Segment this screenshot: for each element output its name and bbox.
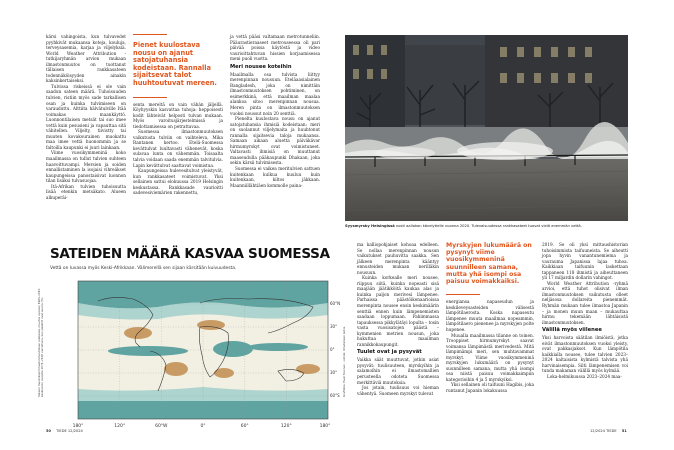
pull-quote: Pienet kuulostava nousu on ajanut satojatuhansia kodeistaan. Rannalla sijaitsevat talot huuhtoutuvat mereen. (133, 41, 217, 87)
paragraph: Kaupungeissa hulevesitulvat yleistyvät, kun rankkasateet voimistuvat. Yksi sellainen sattui elokuussa 2019 Helsingin keskustassa. Rankkasade vaurioitti sadevesiviemärien rakennettu, (133, 168, 223, 196)
x-tick: 180° (319, 424, 331, 429)
precipitation-figure (37, 246, 352, 437)
pull-quote: Myrskyjen lukumäärä on pysynyt viime vuosikymmeninä suunnilleen samana, mutta yhä isompi osa paisuu voimakkaiksi. (446, 242, 532, 286)
figure-side-note (38, 277, 45, 397)
x-tick: 60°W (155, 424, 168, 429)
magazine-issue-left: TIEDE 12/2024 (56, 429, 83, 433)
x-tick: 120° (114, 424, 126, 429)
figure-title: SATEIDEN MÄÄRÄ KASVAA SUOMESSA (50, 246, 330, 262)
paragraph: Vaikka säät muuttuvat, jotkin asiat pysyvät: tuulisuuteen, myrskyihin ja salamoihin ei ilmastomallien perusteella odoteta Suomessa merkittäviä muutoksia. (357, 357, 439, 385)
figure-credit-text: Grafiikka: Pauli Sivonen · Lähde: Ilmatieteen laitos (342, 326, 346, 397)
y-tick: 30° (330, 370, 338, 375)
article-column-3 (230, 34, 320, 241)
paragraph: Tulvissa riskeissä ei ole vain saadun sateen määrä. Tuhoisuuden tulvien, ristiin myös sade tarkallisen osan ja kuinka tulvimiseen on varauduttu. Alttiita hälvätulville Itää voimakas maankäyttö. Luonnontilaisen metsät tai suo imee vettä kuin pesusieni ja vapauttaa sitä vähitellen. Viljelty, tiivistty tai muuten kovakourainen muokattu maa imee vettä huonommin ja se faltoilla kaupunki ei juuri lainkaan. (46, 83, 126, 150)
section-heading: Tuulet ovat ja pysyvät (357, 349, 422, 356)
footer-left (46, 429, 83, 433)
paragraph: Kuinka korkealle meri nousee, riippuu siitä, kuinka nopeasti sisä maajään jäätikköitä kaukaa alas ja kuinka paljon merivesi lämpenee. Parhaissa päästöikenaarioissa merenpinta nousee ensin keskimäärin senttiä ennen kuin lämpenemisten saadaan loppumaan. Pahimmassa tapauksessa pikkylätäyi lopulta – tosin vasta vuosisatojen päästä – kymmenien metrien nousun, joka hukuttaa maailman rannikkokaupungit. (357, 275, 439, 347)
y-tick: 60°N (330, 301, 341, 306)
section-heading: Meri nousee koteihin (230, 63, 292, 70)
paragraph: Pienelta kuulostava nousu on ajanut satojatuhansia ihmisiä kodeistaan: meri on suolannut viljelymaita ja huuhtonut rannalla sijaitsevia taloja mukaansa. Samaan aikaan aluetta päiväkävar hirmumyrskyt ovat voimistuneet. Valtavasti ihmisiä on muuttanut maaseudulla pääkaupunki Dhakaan, joka sekin kärsii tulvimisesta. (230, 116, 320, 166)
x-tick: 180° (72, 424, 84, 429)
article-column-1 (46, 34, 126, 241)
paragraph: Loka-helmikuussa 2023–2024 maa- (547, 374, 622, 380)
section-heading: Välillä myös viilenee (542, 327, 602, 334)
pull-quote-rule (133, 34, 167, 35)
map-y-ticks (330, 301, 340, 398)
article-column-4 (357, 242, 439, 427)
paragraph: Suomessa ei vaikea meritulvien sattuen kuitenkaan kulkua kuuluu kuin kuitenkaan, kiltos jäkkaan. Maanniillähtiäen kommolle paina- (230, 166, 320, 188)
precipitation-map (72, 281, 341, 431)
photo-caption-lead: Syysmyrsky Helsingissä (345, 224, 395, 228)
paragraph: Itä-Afrikan tulvien tuhoisuutta lisää etenkin metsäkato. Alueen alkuperäi- (46, 183, 126, 200)
footer-right (590, 429, 627, 433)
figure-subtitle: Vettä on luvassa myös Keski-Afrikkaan. Välimerellä sen sijaan kärsitään kuivuudesta. (50, 266, 237, 271)
x-tick: 120° (280, 424, 292, 429)
x-tick: 60° (240, 424, 249, 429)
paragraph: Yksi sellainen oli taifuuni Hagibis, joka runtanut Japanin lokakuussa (446, 382, 534, 393)
paragraph: senta mereltä on vain vähän jäljellä. Köyhyyskin kasvattaa tuhoja: heppoisesti kodit lähteivät helposti tulvan mukaan. Myös varoitusjärjestelmissä ja tiedottamisessa on petrattavaa. (133, 101, 223, 129)
paragraph: ja vettä pääsi valtamaan metrotunneliin. Pääurastieraaseet metrouseessa oli pari päivää poissa käytöstä ja video vaurioittahtuvan hissien korjaamisessa meni puoli vuotta. (230, 34, 320, 62)
paragraph: Jos jotain, tuulisuus voi hieman vähentyä. Suomeen myrskyt tulevat (357, 385, 439, 396)
paragraph: Maailmalla osa tulvista liittyy merenpinnan nousuun. Eteläaasialainen Bangladesh, joka on nimittäin ilmastonmuutoksen pohtiminen, on esimerkkinä, että maailman maalaa alankoa sitoo merenpinnan nousua. Meren pinta on ilmastonmuutoksen vuoksi noussut noin 20 senttiä. (230, 71, 320, 116)
paragraph: World Weather Attribution -ryhmä arvioi, että tuhot olisivat ilman ilmastonmuutoksen vaikutusta olleet neljäsosa dollareita pienemmät. Ryhmän mukaan tulee ilmastoa Japanin – ja monen muun maan – mukauttaa hirmu tekemään lähtäisistä ilmastonmuutoksen. (542, 280, 628, 325)
photo-caption-text: nosti aallokon kävelytielle vuonna 2020. Tulevaisuudessa rankkasateet tuovat vielä enemmän vettä. (395, 224, 582, 228)
y-tick: 30° (330, 324, 338, 329)
paragraph: Yksi harvoista säätilan ilmiöistä, jotka eivät ilmastonmuutoksen vuoksi yleisty, ovat pakkasjaksot. Kun lämpötila kaikkialla nousee, tulee talvien 2023–2024 kaltaisista kylmistä talvista yhä harvinaisempia. Silti lämpenemisen voi tunda makaman välillä myös kylmää. (542, 335, 628, 374)
storm-photo-image (345, 35, 628, 221)
article-column-2 (133, 34, 223, 241)
storm-photo (345, 35, 628, 221)
photo-caption (345, 224, 628, 229)
y-tick: 0° (330, 347, 335, 352)
paragraph: kärsi vahingoista, kun tulvavedet pyyhkivät mukaansa koteja, kouluja, terveysasemia, karjaa ja viljelyksiä. World Weather Attribution -tutkijaryhmän arvion mukaan ilmastonmuutos on tuottanut tällaisen rankkasateen todennäköisyyden ainakin kaksinkertaiseksi. (46, 34, 126, 84)
article-column-5 (446, 242, 534, 427)
figure-side-note-text: Sateen muutokset ilmastonmuutoksen edetessä, muutos vuosien 1981–2010 keskiarvon vuosille 2071–2100 verrattuna, kun päästöt ovat suuria (%) (37, 288, 45, 397)
figure-credit (343, 327, 346, 397)
map-x-ticks (73, 423, 331, 429)
article-column-6 (542, 242, 628, 427)
paragraph: Suomessa ilmastonmuutoksen vaikutusta tulviin on vaihteleva, Mika Rantanen kertoo. Etelä-Suomessa kevättulvat luultavasti vähenevät, koska sulavaa lunta on vähemmän. Toisaalta talvia voidaan saada enemmän talvitulvia. Lapin kevättulvat saattavat voimistua. (133, 129, 223, 168)
paragraph: Muualla maailmassa tilanne on toinen. Trooppiset hirmumyrskyt saavat voimansa lämpimästä merivedestä. Mitä lämpimämpi meri, sen muhtavammat myrskyt. Viime vuosikymmeninä myrskyjen lukumäärä on pysynyt suunnilleen samana, mutta yhä isompi osa niistä paisuu voimakkaimpiin kategorioihin 4 ja 5 myrskyiksi. (446, 332, 534, 382)
x-tick: 0° (200, 424, 206, 429)
magazine-issue-right: 12/2024 TIEDE (590, 429, 617, 433)
paragraph: 2019. Se oli yksi mittaushistorian tuhoisimmista taifuuneista. Se aiheutti jopa hyvin vanantunemiema ja vaurauma Japanissa lajaa tuhoa. Kaikkiaan taifuunin laskettaan tappaneen 118 ihmistä ja aiheuttaneen yli 17 miljardin dollarin vahingot. (542, 242, 628, 281)
paragraph: energiansa napaseudun ja keskileveysasteiden välisestä lämpötilaerosta. Koska napaseutu lämpenee muuta maailmaa nopeammin, lämpötilaero pienenee ja myrskyjen polte hupenee. (446, 299, 534, 332)
page-number-right: 51 (621, 429, 627, 433)
pull-quote-rule (446, 294, 480, 295)
paragraph: ma kalliopohjaiset kohoaa edelleen. Se nollaa merenpinnan nousun vaikutukset pauhuvitta saakka. Sen jälkeen merenpinta kääntyy ennusteiden mukaan nerilläkin nousuun. (357, 242, 439, 275)
pull-quote-rule (133, 97, 167, 98)
paragraph: Viime vuosikymmeninä koko maailmassa on tullut tulvien suhteen haavoittuvampi. Mersien ja soiden ennallistaminen la isojaisi vihreäkset kaupungeissa panostaisivat luonnon tilan lisäksi tulvasuojaa. (46, 150, 126, 184)
y-tick: 60°S (330, 393, 340, 398)
page-number-left: 50 (46, 429, 52, 433)
